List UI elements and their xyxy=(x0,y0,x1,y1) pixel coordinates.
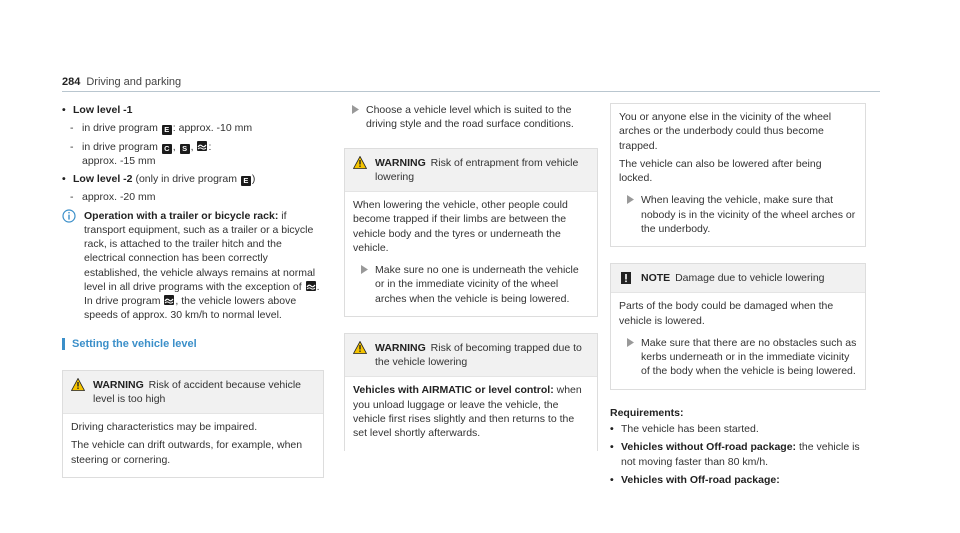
warning-box-accident xyxy=(62,370,324,478)
dash-item: - in drive program C , S , : approx. -15 mm xyxy=(62,140,324,169)
step-arrow-icon xyxy=(352,105,359,114)
bullet-title: Low level -1 xyxy=(73,104,133,116)
requirement-item: • Vehicles without Off-road package: the vehicle is not moving faster than 80 km/h. xyxy=(610,440,866,469)
instruction-step: Choose a vehicle level which is suited to the driving style and the road surface conditions. xyxy=(344,103,598,132)
drive-program-e-icon: E xyxy=(241,176,251,186)
exclamation-notice-icon xyxy=(621,272,631,284)
warning-text: Vehicles with AIRMATIC or level control: when you unload luggage or leave the vehicle, the vehicle first rises slightly and then returns to the set level shortly afterwards. xyxy=(353,384,582,440)
warning-header: WARNING Risk of accident because vehicle level is too high xyxy=(63,371,323,415)
warning-text: You or anyone else in the vicinity of the wheel arches or the underbody could thus become trapped. xyxy=(619,111,832,152)
drive-program-e-icon: E xyxy=(162,125,172,135)
requirements-title: Requirements: xyxy=(610,406,684,419)
step-arrow-icon xyxy=(361,265,368,274)
bullet-low-level-1 xyxy=(62,103,324,117)
warning-box-entrapment xyxy=(344,148,598,317)
column-1 xyxy=(62,103,324,494)
warning-text: The vehicle can drift outwards, for example, when steering or cornering. xyxy=(71,439,303,466)
notice-header: NOTE Damage due to vehicle lowering xyxy=(611,264,865,293)
warning-text: When lowering the vehicle, other people could become trapped if their limbs are between the vehicle body and the tyres or underneath the vehicle. xyxy=(353,199,568,254)
drive-program-offroad-icon xyxy=(306,281,316,291)
notice-box-damage xyxy=(610,263,866,390)
warning-triangle-icon xyxy=(353,341,367,354)
dash-item: - approx. -20 mm xyxy=(62,190,324,204)
drive-program-offroad-icon xyxy=(197,141,207,151)
warning-text: Driving characteristics may be impaired. xyxy=(71,421,258,434)
column-3 xyxy=(610,103,866,491)
header-divider xyxy=(62,91,880,92)
drive-program-s-icon: S xyxy=(180,144,190,154)
instruction-step: Make sure no one is underneath the vehicle or in the immediate vicinity of the wheel arches when the vehicle is being lowered. xyxy=(353,263,589,306)
requirement-item: • The vehicle has been started. xyxy=(610,422,866,436)
warning-triangle-icon xyxy=(71,378,85,391)
dash-item: - in drive program E : approx. -10 mm xyxy=(62,121,324,135)
trailer-note: Operation with a trailer or bicycle rack: if transport equipment, such as a trailer or a bicycle rack, is attached to the trailer hitch and the electrical connection has been correctly established, the vehicle always remains at normal level in all drive programs with the exception of . In drive program , the vehicle lowers above speeds of approx. 30 km/h to normal level. xyxy=(62,209,324,323)
notice-text: Parts of the body could be damaged when the vehicle is lowered. xyxy=(619,300,834,327)
column-2 xyxy=(344,103,598,467)
warning-header: WARNING Risk of entrapment from vehicle lowering xyxy=(345,149,597,193)
step-arrow-icon xyxy=(627,195,634,204)
requirement-item: • Vehicles with Off-road package: xyxy=(610,473,866,487)
drive-program-c-icon: C xyxy=(162,144,172,154)
note-title: Operation with a trailer or bicycle rack: xyxy=(84,209,279,222)
warning-box-trapped xyxy=(344,333,598,451)
info-note-icon xyxy=(62,209,76,223)
warning-text: The vehicle can also be lowered after being locked. xyxy=(619,157,822,185)
step-arrow-icon xyxy=(627,338,634,347)
warning-triangle-icon xyxy=(353,156,367,169)
section-heading: Setting the vehicle level xyxy=(62,337,324,352)
page-header-title: Driving and parking xyxy=(86,76,182,88)
instruction-step: Make sure that there are no obstacles such as kerbs underneath or in the immediate vicinity of the body when the vehicle is being lowered. xyxy=(619,336,857,379)
drive-program-offroad-icon xyxy=(164,295,174,305)
warning-header: WARNING Risk of becoming trapped due to the vehicle lowering xyxy=(345,334,597,378)
instruction-step: When leaving the vehicle, make sure that nobody is in the vicinity of the wheel arches or the underbody. xyxy=(619,193,857,236)
page-header xyxy=(62,75,880,90)
bullet-title: Low level -2 xyxy=(73,173,133,186)
page-number: 284 xyxy=(62,76,81,88)
bullet-low-level-2: • Low level -2 (only in drive program E ) xyxy=(62,172,324,186)
warning-box-continued xyxy=(610,103,866,247)
